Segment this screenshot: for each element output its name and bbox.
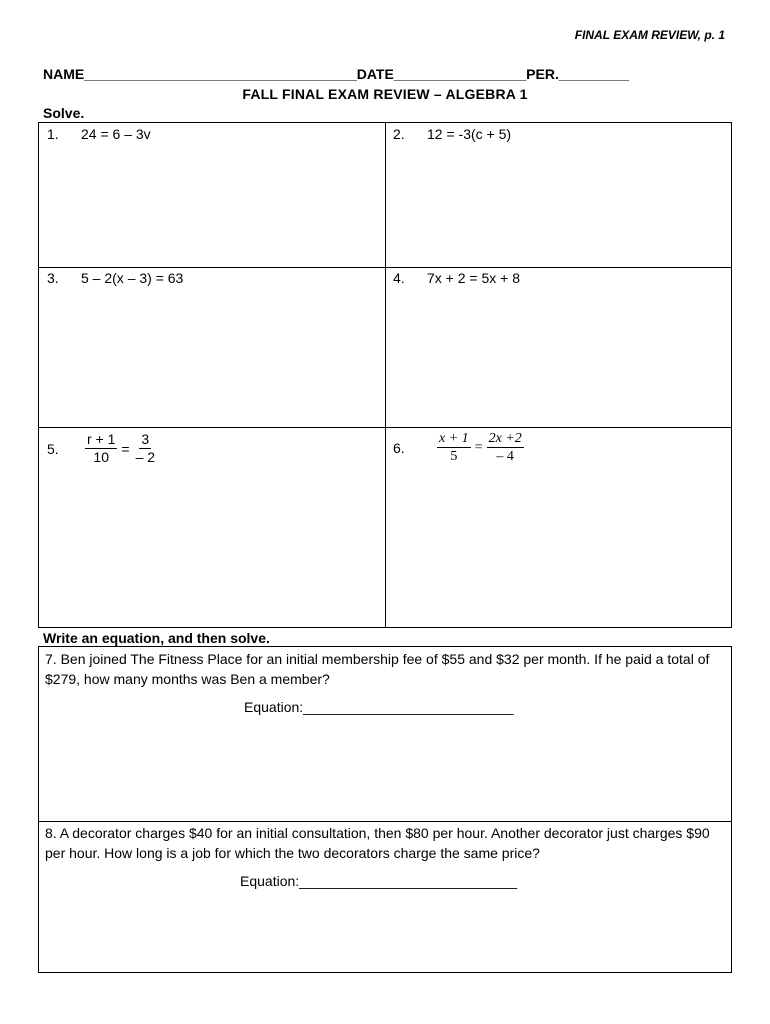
right-numerator: 2x +2: [488, 431, 522, 446]
right-fraction: [134, 431, 157, 466]
solve-label: Solve.: [43, 105, 85, 121]
problem-3: [47, 270, 183, 286]
grid-divider-row-2: [39, 427, 731, 428]
left-fraction: [85, 431, 117, 466]
left-numerator: r + 1: [87, 431, 116, 447]
right-fraction: [487, 430, 524, 465]
problem-number: 1.: [47, 126, 59, 142]
right-numerator: 3: [141, 431, 150, 447]
equation-blank-7: Equation:___________________________: [244, 699, 514, 715]
right-denominator: – 2: [135, 449, 156, 465]
word-problem-7-text: 7. Ben joined The Fitness Place for an initial membership fee of $55 and $32 per month. If he paid a total of $279, how many months was Ben a member?: [45, 651, 710, 687]
left-denominator: 5: [450, 449, 458, 464]
problem-number: 5.: [47, 440, 59, 457]
problem-1: [47, 126, 151, 142]
problem-4: [393, 270, 520, 286]
right-denominator: – 4: [496, 449, 514, 464]
solve-problem-grid: [38, 122, 732, 628]
page-note: FINAL EXAM REVIEW, p. 1: [574, 28, 725, 42]
problem-number: 3.: [47, 270, 59, 286]
word-problem-8-text: 8. A decorator charges $40 for an initial consultation, then $80 per hour. Another decorator just charges $90 per hour. How long is a job for which the two decorators charge the same price?: [45, 825, 710, 861]
problem-number: 6.: [393, 439, 405, 456]
equals-sign: =: [474, 439, 483, 455]
left-numerator: x + 1: [439, 431, 469, 446]
equation-blank-8: Equation:____________________________: [240, 873, 518, 889]
page-title: FALL FINAL EXAM REVIEW – ALGEBRA 1: [242, 86, 528, 102]
left-denominator: 10: [93, 449, 109, 465]
problem-6: [393, 430, 524, 465]
left-fraction: [437, 430, 471, 465]
grid-divider-vertical: [385, 123, 386, 627]
problem-2: [393, 126, 511, 142]
problem-number: 2.: [393, 126, 405, 142]
problem-number: 4.: [393, 270, 405, 286]
problem-equation: 5 – 2(x – 3) = 63: [81, 270, 184, 286]
problem-5: [47, 431, 157, 466]
word-problem-8-box: [38, 821, 732, 973]
problem-equation: 7x + 2 = 5x + 8: [427, 270, 521, 286]
grid-divider-row-1: [39, 267, 731, 268]
problem-equation: 12 = -3(c + 5): [427, 126, 512, 142]
name-date-period-line: NAME___________________________________DATE_________________PER._________: [43, 66, 629, 82]
problem-equation: 24 = 6 – 3v: [81, 126, 151, 142]
equals-sign: =: [121, 440, 130, 457]
word-problem-7-box: [38, 646, 732, 822]
word-problems-label: Write an equation, and then solve.: [43, 630, 270, 646]
